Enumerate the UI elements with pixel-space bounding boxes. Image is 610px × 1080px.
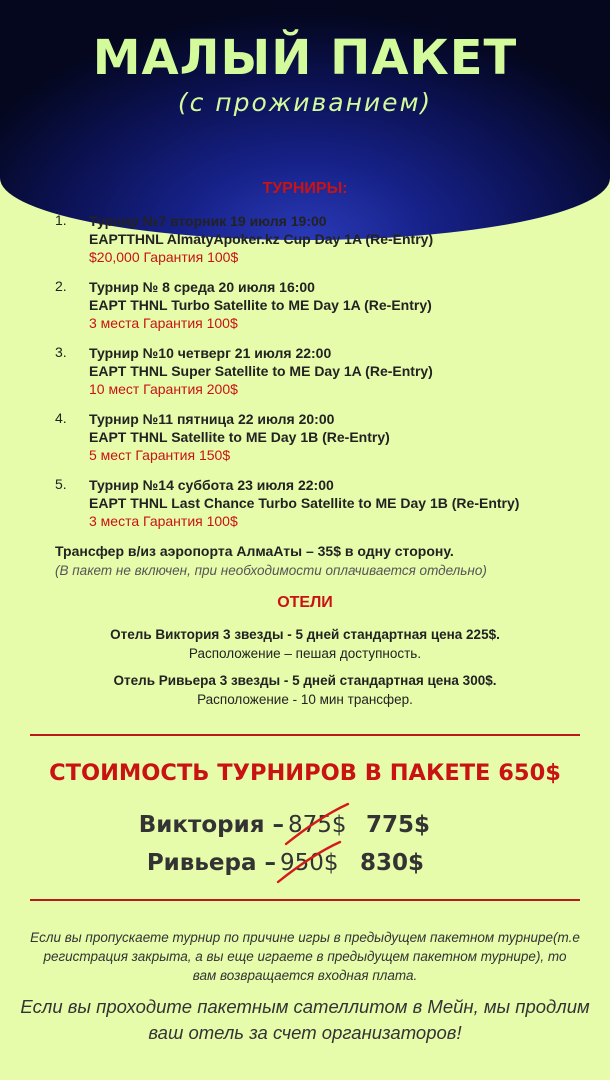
tournament-date: Турнир №11 пятница 22 июля 20:00 [89,411,335,427]
hotel-riviera-location: Расположение - 10 мин трансфер. [197,692,413,707]
tournament-name: EAPT THNL Super Satellite to ME Day 1A (Re-Entry) [89,363,433,379]
tournament-date: Турнир №10 четверг 21 июля 22:00 [89,345,332,361]
package-price-heading: СТОИМОСТЬ ТУРНИРОВ В ПАКЕТЕ 650$ [49,760,561,786]
hotel-victoria-title: Отель Виктория 3 звезды - 5 дней стандартная цена 225$. [110,627,500,642]
price-old: 950$ [280,850,339,876]
divider-bottom [30,899,580,901]
tournament-guarantee: 3 места Гарантия 100$ [89,315,238,331]
tournament-guarantee: 10 мест Гарантия 200$ [89,381,238,397]
transfer-note: (В пакет не включен, при необходимости оплачивается отдельно) [55,563,487,578]
price-new: 830$ [360,850,425,876]
price-row-name: Виктория – [138,812,284,838]
hotels-heading: ОТЕЛИ [277,594,333,611]
hotel-riviera-title: Отель Ривьера 3 звезды - 5 дней стандартная цена 300$. [113,673,497,688]
price-old: 875$ [288,812,347,838]
divider-top [30,734,580,736]
tournament-number: 2. [55,278,67,294]
page-subtitle: (с проживанием) [177,88,433,117]
tournament-item [0,278,610,344]
tournament-name: EAPT THNL Turbo Satellite to ME Day 1A (Re-Entry) [89,297,432,313]
tournament-guarantee: 5 мест Гарантия 150$ [89,447,231,463]
price-new: 775$ [366,812,431,838]
tournament-list [0,212,610,542]
tournament-date: Турнир №7 вторник 19 июля 19:00 [89,213,327,229]
tournament-item [0,212,610,278]
tournament-number: 1. [55,212,67,228]
tournament-guarantee: $20,000 Гарантия 100$ [89,249,239,265]
tournament-number: 4. [55,410,67,426]
tournament-date: Турнир №14 суббота 23 июля 22:00 [89,477,334,493]
tournament-item [0,344,610,410]
tournament-guarantee: 3 места Гарантия 100$ [89,513,238,529]
tournaments-heading: ТУРНИРЫ: [262,180,348,197]
tournament-date: Турнир № 8 среда 20 июля 16:00 [89,279,315,295]
tournament-name: EAPT THNL Satellite to ME Day 1B (Re-Entry) [89,429,390,445]
strikethrough-mark [274,838,346,888]
price-row-name: Ривьера – [146,850,276,876]
tournament-number: 5. [55,476,67,492]
hotel-victoria-location: Расположение – пешая доступность. [188,646,422,661]
tournament-name: EAPTTHNL AlmatyApoker.kz Cup Day 1A (Re-Entry) [89,231,434,247]
page-title: МАЛЫЙ ПАКЕТ [92,30,518,86]
header-banner [0,0,610,240]
tournament-name: EAPT THNL Last Chance Turbo Satellite to ME Day 1B (Re-Entry) [89,495,520,511]
transfer-info: Трансфер в/из аэропорта АлмаАты – 35$ в одну сторону. [55,543,454,559]
promo-note: Если вы проходите пакетным сателлитом в Мейн, мы продлим ваш отель за счет организаторов! [20,996,590,1043]
tournament-number: 3. [55,344,67,360]
tournament-item [0,410,610,476]
refund-note: Если вы пропускаете турнир по причине игры в предыдущем пакетном турнире(т.е регистрация закрыта, а вы еще играете в предыдущем пакетном турнире), то вам возвращается входная плата. [30,930,580,983]
tournament-item [0,476,610,542]
